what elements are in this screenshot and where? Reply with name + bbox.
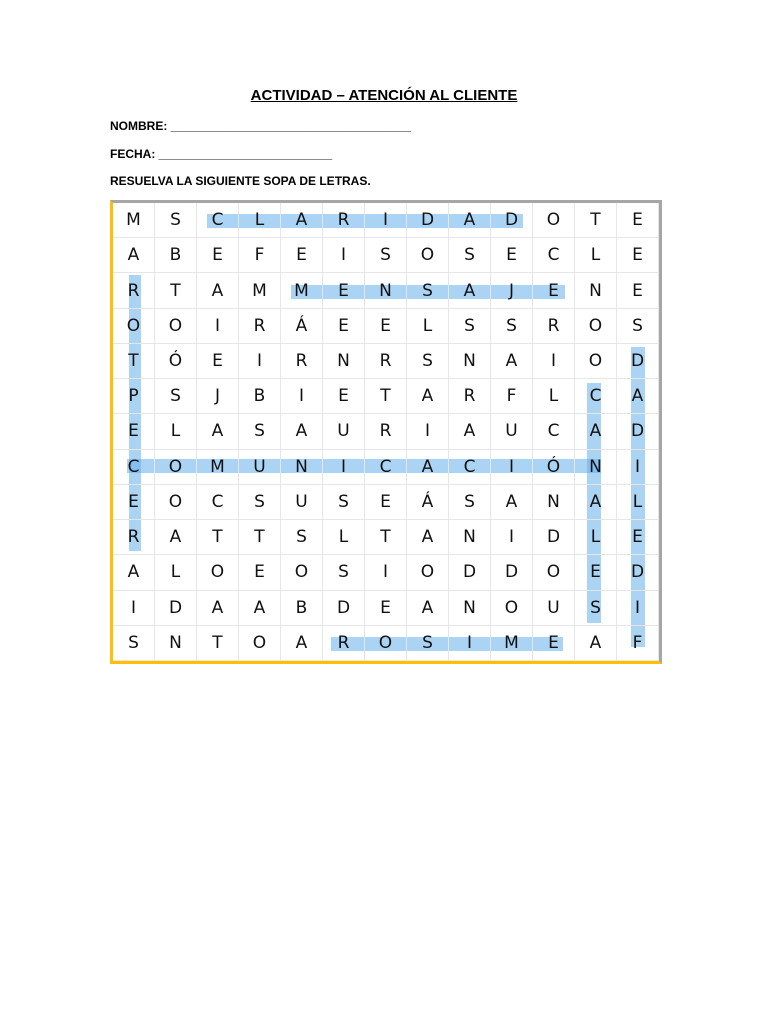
- grid-cell-r10-c12: D: [617, 555, 659, 590]
- grid-cell-r9-c4: S: [281, 520, 323, 555]
- grid-cell-r11-c9: O: [491, 591, 533, 626]
- grid-cell-r4-c12: D: [617, 344, 659, 379]
- grid-cell-r9-c3: T: [239, 520, 281, 555]
- grid-cell-r0-c7: D: [407, 203, 449, 238]
- grid-cell-r4-c9: A: [491, 344, 533, 379]
- grid-cell-r12-c1: N: [155, 626, 197, 661]
- grid-cell-r5-c2: J: [197, 379, 239, 414]
- grid-cell-r1-c11: L: [575, 238, 617, 273]
- grid-cell-r10-c3: E: [239, 555, 281, 590]
- grid-cell-r9-c5: L: [323, 520, 365, 555]
- grid-cell-r5-c4: I: [281, 379, 323, 414]
- grid-cell-r2-c6: N: [365, 273, 407, 308]
- grid-cell-r6-c1: L: [155, 414, 197, 449]
- grid-cell-r4-c3: I: [239, 344, 281, 379]
- grid-cell-r5-c5: E: [323, 379, 365, 414]
- grid-cell-r3-c6: E: [365, 309, 407, 344]
- grid-cell-r1-c9: E: [491, 238, 533, 273]
- grid-cell-r1-c0: A: [113, 238, 155, 273]
- grid-cell-r7-c7: A: [407, 450, 449, 485]
- grid-cell-r2-c4: M: [281, 273, 323, 308]
- grid-cell-r6-c6: R: [365, 414, 407, 449]
- grid-cell-r2-c3: M: [239, 273, 281, 308]
- grid-cell-r12-c11: A: [575, 626, 617, 661]
- grid-cell-r8-c12: L: [617, 485, 659, 520]
- grid-cell-r3-c7: L: [407, 309, 449, 344]
- grid-cell-r8-c0: E: [113, 485, 155, 520]
- grid-cell-r0-c1: S: [155, 203, 197, 238]
- grid-cell-r7-c5: I: [323, 450, 365, 485]
- grid-cell-r9-c2: T: [197, 520, 239, 555]
- grid-cell-r5-c6: T: [365, 379, 407, 414]
- grid-cell-r4-c0: T: [113, 344, 155, 379]
- grid-cell-r3-c4: Á: [281, 309, 323, 344]
- grid-cell-r10-c8: D: [449, 555, 491, 590]
- grid-cell-r4-c7: S: [407, 344, 449, 379]
- grid-cell-r1-c10: C: [533, 238, 575, 273]
- grid-cell-r10-c4: O: [281, 555, 323, 590]
- grid-cell-r11-c3: A: [239, 591, 281, 626]
- grid-cell-r11-c0: I: [113, 591, 155, 626]
- grid-cell-r10-c2: O: [197, 555, 239, 590]
- grid-cell-r1-c1: B: [155, 238, 197, 273]
- grid-cell-r7-c12: I: [617, 450, 659, 485]
- grid-cell-r6-c9: U: [491, 414, 533, 449]
- grid-cell-r9-c11: L: [575, 520, 617, 555]
- grid-cell-r12-c12: F: [617, 626, 659, 661]
- grid-cell-r11-c4: B: [281, 591, 323, 626]
- grid-cell-r0-c11: T: [575, 203, 617, 238]
- grid-cell-r6-c5: U: [323, 414, 365, 449]
- grid-cell-r4-c5: N: [323, 344, 365, 379]
- grid-cell-r7-c1: O: [155, 450, 197, 485]
- grid-cell-r6-c10: C: [533, 414, 575, 449]
- grid-cell-r3-c3: R: [239, 309, 281, 344]
- grid-cell-r10-c6: I: [365, 555, 407, 590]
- grid-cell-r8-c4: U: [281, 485, 323, 520]
- grid-cell-r0-c10: O: [533, 203, 575, 238]
- grid-cell-r12-c2: T: [197, 626, 239, 661]
- grid-cell-r8-c1: O: [155, 485, 197, 520]
- grid-cell-r8-c8: S: [449, 485, 491, 520]
- grid-cell-r8-c9: A: [491, 485, 533, 520]
- grid-cell-r6-c3: S: [239, 414, 281, 449]
- grid-cell-r4-c1: Ó: [155, 344, 197, 379]
- grid-cell-r1-c7: O: [407, 238, 449, 273]
- grid-cell-r7-c8: C: [449, 450, 491, 485]
- grid-cell-r0-c0: M: [113, 203, 155, 238]
- grid-cell-r11-c6: E: [365, 591, 407, 626]
- grid-cell-r10-c10: O: [533, 555, 575, 590]
- grid-cell-r4-c6: R: [365, 344, 407, 379]
- grid-cell-r12-c10: E: [533, 626, 575, 661]
- grid-cell-r9-c8: N: [449, 520, 491, 555]
- grid-cell-r12-c6: O: [365, 626, 407, 661]
- grid-cell-r9-c12: E: [617, 520, 659, 555]
- letter-grid: [113, 203, 659, 661]
- grid-cell-r11-c5: D: [323, 591, 365, 626]
- grid-cell-r0-c5: R: [323, 203, 365, 238]
- grid-cell-r2-c0: R: [113, 273, 155, 308]
- grid-cell-r8-c3: S: [239, 485, 281, 520]
- grid-cell-r5-c11: C: [575, 379, 617, 414]
- grid-cell-r4-c8: N: [449, 344, 491, 379]
- grid-cell-r3-c5: E: [323, 309, 365, 344]
- grid-cell-r3-c9: S: [491, 309, 533, 344]
- grid-cell-r3-c11: O: [575, 309, 617, 344]
- grid-cell-r6-c12: D: [617, 414, 659, 449]
- grid-cell-r8-c2: C: [197, 485, 239, 520]
- grid-cell-r6-c4: A: [281, 414, 323, 449]
- grid-cell-r10-c0: A: [113, 555, 155, 590]
- grid-cell-r12-c9: M: [491, 626, 533, 661]
- grid-cell-r2-c8: A: [449, 273, 491, 308]
- grid-cell-r7-c2: M: [197, 450, 239, 485]
- grid-cell-r3-c10: R: [533, 309, 575, 344]
- grid-cell-r1-c6: S: [365, 238, 407, 273]
- grid-cell-r6-c8: A: [449, 414, 491, 449]
- grid-cell-r8-c7: Á: [407, 485, 449, 520]
- grid-cell-r5-c10: L: [533, 379, 575, 414]
- grid-cell-r8-c6: E: [365, 485, 407, 520]
- grid-cell-r7-c11: N: [575, 450, 617, 485]
- grid-cell-r3-c0: O: [113, 309, 155, 344]
- grid-cell-r11-c1: D: [155, 591, 197, 626]
- grid-cell-r10-c9: D: [491, 555, 533, 590]
- grid-cell-r12-c5: R: [323, 626, 365, 661]
- grid-cell-r8-c5: S: [323, 485, 365, 520]
- grid-cell-r6-c7: I: [407, 414, 449, 449]
- grid-cell-r2-c7: S: [407, 273, 449, 308]
- grid-cell-r2-c11: N: [575, 273, 617, 308]
- grid-cell-r1-c12: E: [617, 238, 659, 273]
- grid-cell-r3-c2: I: [197, 309, 239, 344]
- grid-cell-r8-c11: A: [575, 485, 617, 520]
- grid-cell-r12-c0: S: [113, 626, 155, 661]
- grid-cell-r3-c12: S: [617, 309, 659, 344]
- grid-cell-r10-c7: O: [407, 555, 449, 590]
- grid-cell-r5-c12: A: [617, 379, 659, 414]
- grid-cell-r11-c10: U: [533, 591, 575, 626]
- grid-cell-r1-c2: E: [197, 238, 239, 273]
- grid-cell-r5-c0: P: [113, 379, 155, 414]
- grid-cell-r4-c11: O: [575, 344, 617, 379]
- grid-cell-r5-c1: S: [155, 379, 197, 414]
- page-title: ACTIVIDAD – ATENCIÓN AL CLIENTE: [250, 87, 518, 104]
- grid-cell-r9-c10: D: [533, 520, 575, 555]
- grid-cell-r9-c6: T: [365, 520, 407, 555]
- instruction-text: RESUELVA LA SIGUIENTE SOPA DE LETRAS.: [110, 174, 371, 188]
- grid-cell-r5-c7: A: [407, 379, 449, 414]
- grid-cell-r1-c3: F: [239, 238, 281, 273]
- grid-cell-r5-c9: F: [491, 379, 533, 414]
- grid-cell-r12-c4: A: [281, 626, 323, 661]
- grid-cell-r5-c8: R: [449, 379, 491, 414]
- grid-cell-r2-c10: E: [533, 273, 575, 308]
- grid-cell-r9-c7: A: [407, 520, 449, 555]
- grid-cell-r0-c4: A: [281, 203, 323, 238]
- grid-cell-r0-c6: I: [365, 203, 407, 238]
- grid-cell-r2-c9: J: [491, 273, 533, 308]
- grid-cell-r6-c0: E: [113, 414, 155, 449]
- grid-cell-r1-c5: I: [323, 238, 365, 273]
- grid-cell-r7-c4: N: [281, 450, 323, 485]
- grid-cell-r11-c2: A: [197, 591, 239, 626]
- grid-cell-r4-c2: E: [197, 344, 239, 379]
- grid-cell-r11-c8: N: [449, 591, 491, 626]
- grid-cell-r7-c6: C: [365, 450, 407, 485]
- grid-cell-r4-c4: R: [281, 344, 323, 379]
- grid-cell-r12-c7: S: [407, 626, 449, 661]
- grid-cell-r11-c11: S: [575, 591, 617, 626]
- grid-cell-r11-c7: A: [407, 591, 449, 626]
- grid-cell-r12-c3: O: [239, 626, 281, 661]
- grid-cell-r9-c0: R: [113, 520, 155, 555]
- grid-cell-r4-c10: I: [533, 344, 575, 379]
- grid-cell-r0-c3: L: [239, 203, 281, 238]
- grid-cell-r3-c8: S: [449, 309, 491, 344]
- grid-cell-r9-c1: A: [155, 520, 197, 555]
- grid-cell-r5-c3: B: [239, 379, 281, 414]
- grid-cell-r10-c1: L: [155, 555, 197, 590]
- grid-cell-r12-c8: I: [449, 626, 491, 661]
- grid-cell-r1-c8: S: [449, 238, 491, 273]
- grid-cell-r6-c2: A: [197, 414, 239, 449]
- grid-cell-r7-c3: U: [239, 450, 281, 485]
- grid-cell-r9-c9: I: [491, 520, 533, 555]
- grid-cell-r7-c10: Ó: [533, 450, 575, 485]
- grid-cell-r7-c0: C: [113, 450, 155, 485]
- grid-cell-r0-c9: D: [491, 203, 533, 238]
- word-search-puzzle: [110, 200, 662, 664]
- grid-cell-r7-c9: I: [491, 450, 533, 485]
- grid-cell-r0-c8: A: [449, 203, 491, 238]
- grid-cell-r2-c5: E: [323, 273, 365, 308]
- grid-cell-r0-c2: C: [197, 203, 239, 238]
- grid-cell-r2-c1: T: [155, 273, 197, 308]
- grid-cell-r1-c4: E: [281, 238, 323, 273]
- grid-cell-r6-c11: A: [575, 414, 617, 449]
- grid-cell-r10-c5: S: [323, 555, 365, 590]
- grid-cell-r0-c12: E: [617, 203, 659, 238]
- name-field-line: NOMBRE: ____________________________________: [110, 119, 411, 133]
- grid-cell-r3-c1: O: [155, 309, 197, 344]
- date-field-line: FECHA: __________________________: [110, 147, 333, 161]
- grid-cell-r10-c11: E: [575, 555, 617, 590]
- grid-cell-r8-c10: N: [533, 485, 575, 520]
- grid-cell-r11-c12: I: [617, 591, 659, 626]
- grid-cell-r2-c12: E: [617, 273, 659, 308]
- grid-cell-r2-c2: A: [197, 273, 239, 308]
